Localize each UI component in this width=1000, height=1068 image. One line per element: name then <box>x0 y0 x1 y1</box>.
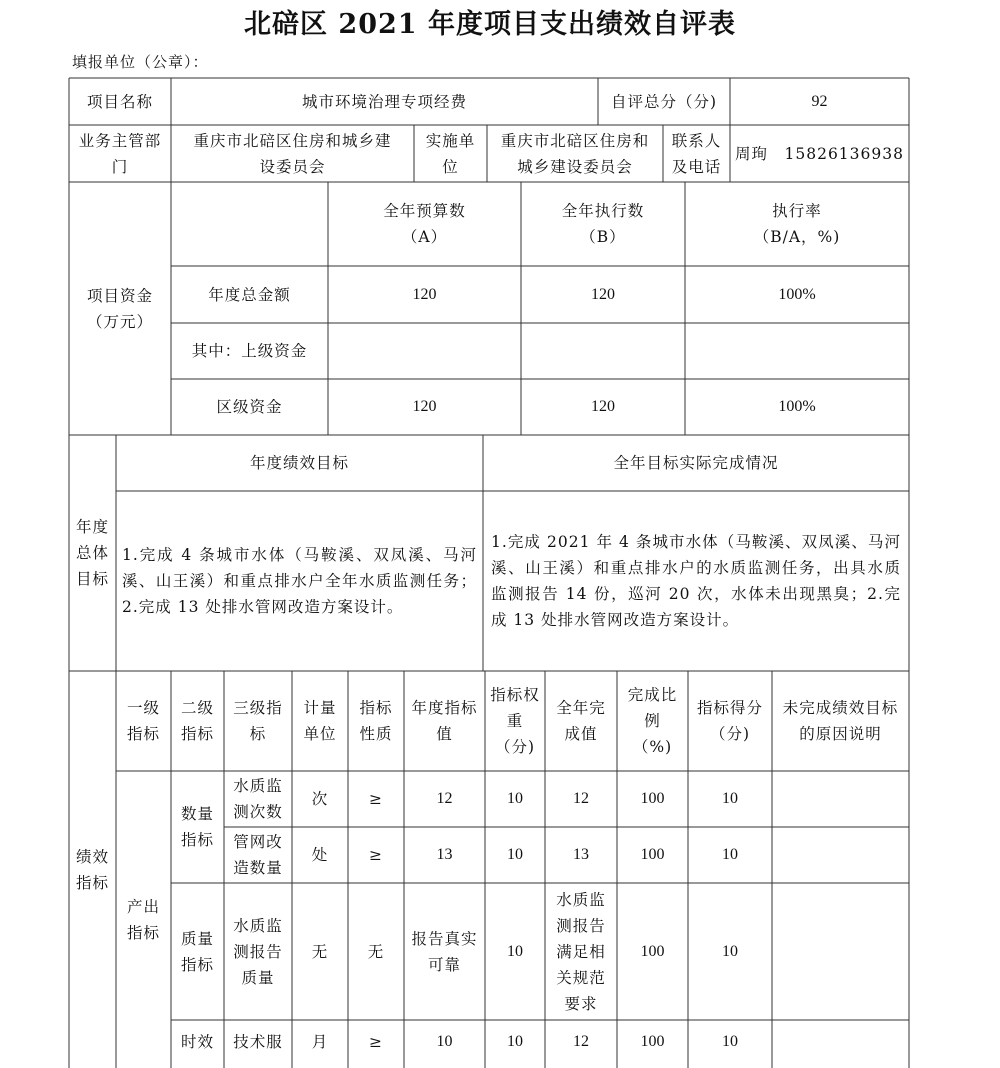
table-row-target: 报告真实 可靠 <box>411 929 478 974</box>
table-row-ratio: 100 <box>640 846 665 863</box>
page-title: 北碚区 2021 年度项目支出绩效自评表 <box>244 9 736 40</box>
table-row-ratio: 100 <box>640 1033 665 1050</box>
table-row-reason <box>772 827 909 883</box>
perf-l2-quantity: 数量 指标 <box>180 805 214 849</box>
perf-header-ratio: 完成比 例 （%) <box>627 686 678 756</box>
table-row-ratio: 100 <box>640 790 665 807</box>
perf-header-weight: 指标权 重 （分) <box>490 686 540 756</box>
perf-section-label: 绩效 指标 <box>75 847 109 892</box>
funds-row-budget: 120 <box>412 285 437 303</box>
table-row-actual: 13 <box>573 846 589 863</box>
table-row-target: 13 <box>436 846 453 863</box>
funds-row-rate: 100% <box>778 285 816 303</box>
funds-row-budget: 120 <box>412 398 437 415</box>
perf-header-nature: 指标 性质 <box>359 699 393 743</box>
table-row-nature: ≥ <box>369 1033 383 1051</box>
table-row-actual: 12 <box>573 1033 589 1050</box>
dept-value: 重庆市北碚区住房和城乡建 设委员会 <box>193 131 392 176</box>
perf-l1-output: 产出 指标 <box>126 897 160 942</box>
project-name-label: 项目名称 <box>86 92 153 111</box>
funds-row-budget <box>328 323 521 379</box>
table-row-unit: 次 <box>311 790 329 808</box>
table-row-weight: 10 <box>507 1033 523 1050</box>
perf-header-score: 指标得分 （分) <box>696 699 763 743</box>
table-row-l3: 水质监 测次数 <box>233 777 283 821</box>
table-row-target: 12 <box>436 790 453 807</box>
funds-section-label: 项目资金 （万元） <box>86 286 153 331</box>
table-row-unit: 无 <box>311 942 329 961</box>
table-row-score: 10 <box>722 790 738 807</box>
filler-unit-label: 填报单位（公章）： <box>72 53 209 71</box>
funds-row-exec: 120 <box>591 398 615 415</box>
perf-l2-quality: 质量 指标 <box>180 929 214 974</box>
table-row-reason <box>772 771 909 827</box>
funds-row-label: 年度总金额 <box>208 285 291 304</box>
perf-header-reason: 未完成绩效目标 的原因说明 <box>782 699 899 743</box>
project-name-value: 城市环境治理专项经费 <box>301 92 467 111</box>
funds-col-rate: 执行率 （B/A，%) <box>753 202 841 246</box>
table-row-unit: 处 <box>311 846 329 864</box>
funds-row-label: 其中：上级资金 <box>191 342 308 360</box>
table-row-reason <box>772 883 909 1020</box>
contact-value: 周珣 15826136938 <box>735 144 904 163</box>
self-score-value: 92 <box>811 92 828 110</box>
perf-header-actual: 全年完 成值 <box>556 699 606 743</box>
goals-target-text: 1.完成 4 条城市水体（马鞍溪、双凤溪、马河溪、山王溪）和重点排水户全年水质监测任务；2.完成 13 处排水管网改造方案设计。 <box>122 546 477 616</box>
impl-value: 重庆市北碚区住房和 城乡建设委员会 <box>500 131 650 176</box>
contact-label: 联系人 及电话 <box>671 131 722 176</box>
goals-col-target: 年度绩效目标 <box>249 454 349 472</box>
funds-row-rate <box>685 323 909 379</box>
funds-col-budget: 全年预算数 （A） <box>383 202 466 246</box>
table-row-l3: 技术服 <box>233 1033 283 1051</box>
perf-header-l3: 三级指 标 <box>233 699 283 743</box>
table-row-l3: 水质监 测报告 质量 <box>233 916 283 987</box>
perf-header-l1: 一级 指标 <box>126 699 160 743</box>
perf-header-target: 年度指标 值 <box>411 699 478 743</box>
self-score-label: 自评总分（分) <box>610 92 718 111</box>
perf-l2-time: 时效 <box>180 1033 214 1051</box>
funds-row-exec: 120 <box>591 285 615 303</box>
funds-row-rate: 100% <box>778 398 816 415</box>
funds-row-exec <box>521 323 685 379</box>
impl-label: 实施单 位 <box>425 131 476 176</box>
table-row-nature: ≥ <box>369 846 383 864</box>
table-row-reason <box>772 1020 909 1064</box>
table-row-unit: 月 <box>311 1033 329 1051</box>
perf-header-unit: 计量 单位 <box>303 699 337 743</box>
table-row-nature: 无 <box>367 942 385 961</box>
table-row-score: 10 <box>722 846 738 863</box>
table-row-actual: 12 <box>573 790 589 807</box>
perf-header-l2: 二级 指标 <box>180 699 214 743</box>
funds-col-exec: 全年执行数 （B） <box>561 202 645 246</box>
table-row-ratio: 100 <box>640 942 665 960</box>
table-row-weight: 10 <box>507 790 523 807</box>
table-row-score: 10 <box>722 942 738 960</box>
table-row-weight: 10 <box>507 846 523 863</box>
goals-col-actual: 全年目标实际完成情况 <box>613 454 779 472</box>
table-row-weight: 10 <box>507 942 523 960</box>
table-row-nature: ≥ <box>369 790 383 808</box>
table-row-actual: 水质监 测报告 满足相 关规范 要求 <box>556 890 606 1013</box>
table-row-target: 10 <box>436 1033 453 1050</box>
table-row-score: 10 <box>722 1033 738 1050</box>
goals-actual-text: 1.完成 2021 年 4 条城市水体（马鞍溪、双凤溪、马河溪、山王溪）和重点排水户的水质监测任务，出具水质监测报告 14 份，巡河 20 次，水体未出现黑臭；2.完成 13 处排水管网改造方案设计。 <box>491 533 901 629</box>
goals-section-label: 年度 总体 目标 <box>75 518 109 588</box>
table-row-l3: 管网改 造数量 <box>233 833 283 877</box>
dept-label: 业务主管部 门 <box>78 131 162 176</box>
funds-row-label: 区级资金 <box>216 398 283 416</box>
